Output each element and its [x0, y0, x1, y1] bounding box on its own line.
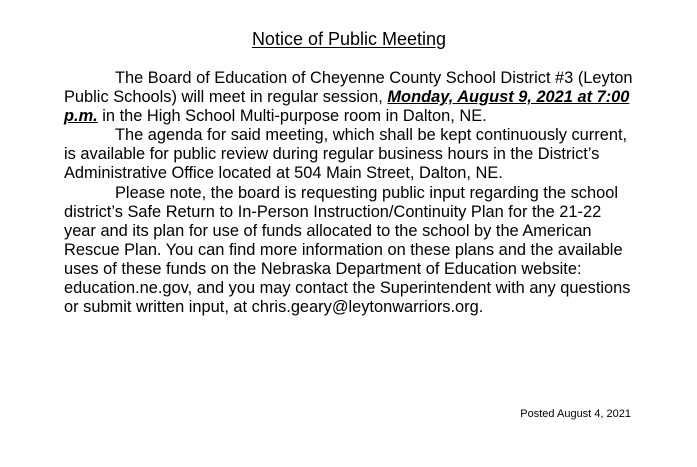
posted-date: Posted August 4, 2021 — [520, 408, 631, 420]
meeting-location-text: in the High School Multi-purpose room in Dalton, NE. — [97, 107, 487, 126]
public-input-paragraph: Please note, the board is requesting public input regarding the school district’s Safe Return to In-Person Instruction/Continuity Plan for the 21-22 year and its plan for use of funds allocated to the school by the American Rescue Plan. You can find more information on these plans and the available uses of these funds on the Nebraska Department of Education website: education.ne.gov, and you may contact the Superintendent with any questions or submit written input, at chris.geary@leytonwarriors.org. — [64, 183, 631, 317]
meeting-intro-text: The Board of Education of Cheyenne County School District #3 (Leyton Public Schools) will meet in regular session, — [64, 69, 633, 107]
notice-body — [64, 69, 636, 317]
notice-document — [64, 0, 634, 467]
meeting-paragraph — [64, 69, 636, 126]
meeting-date-time: Monday, August 9, 2021 at 7:00 p.m. — [64, 88, 630, 126]
notice-title: Notice of Public Meeting — [251, 29, 447, 49]
agenda-paragraph: The agenda for said meeting, which shall be kept continuously current, is available for public review during regular business hours in the District’s Administrative Office located at 504 Main Street, Dalton, NE. — [64, 126, 628, 183]
